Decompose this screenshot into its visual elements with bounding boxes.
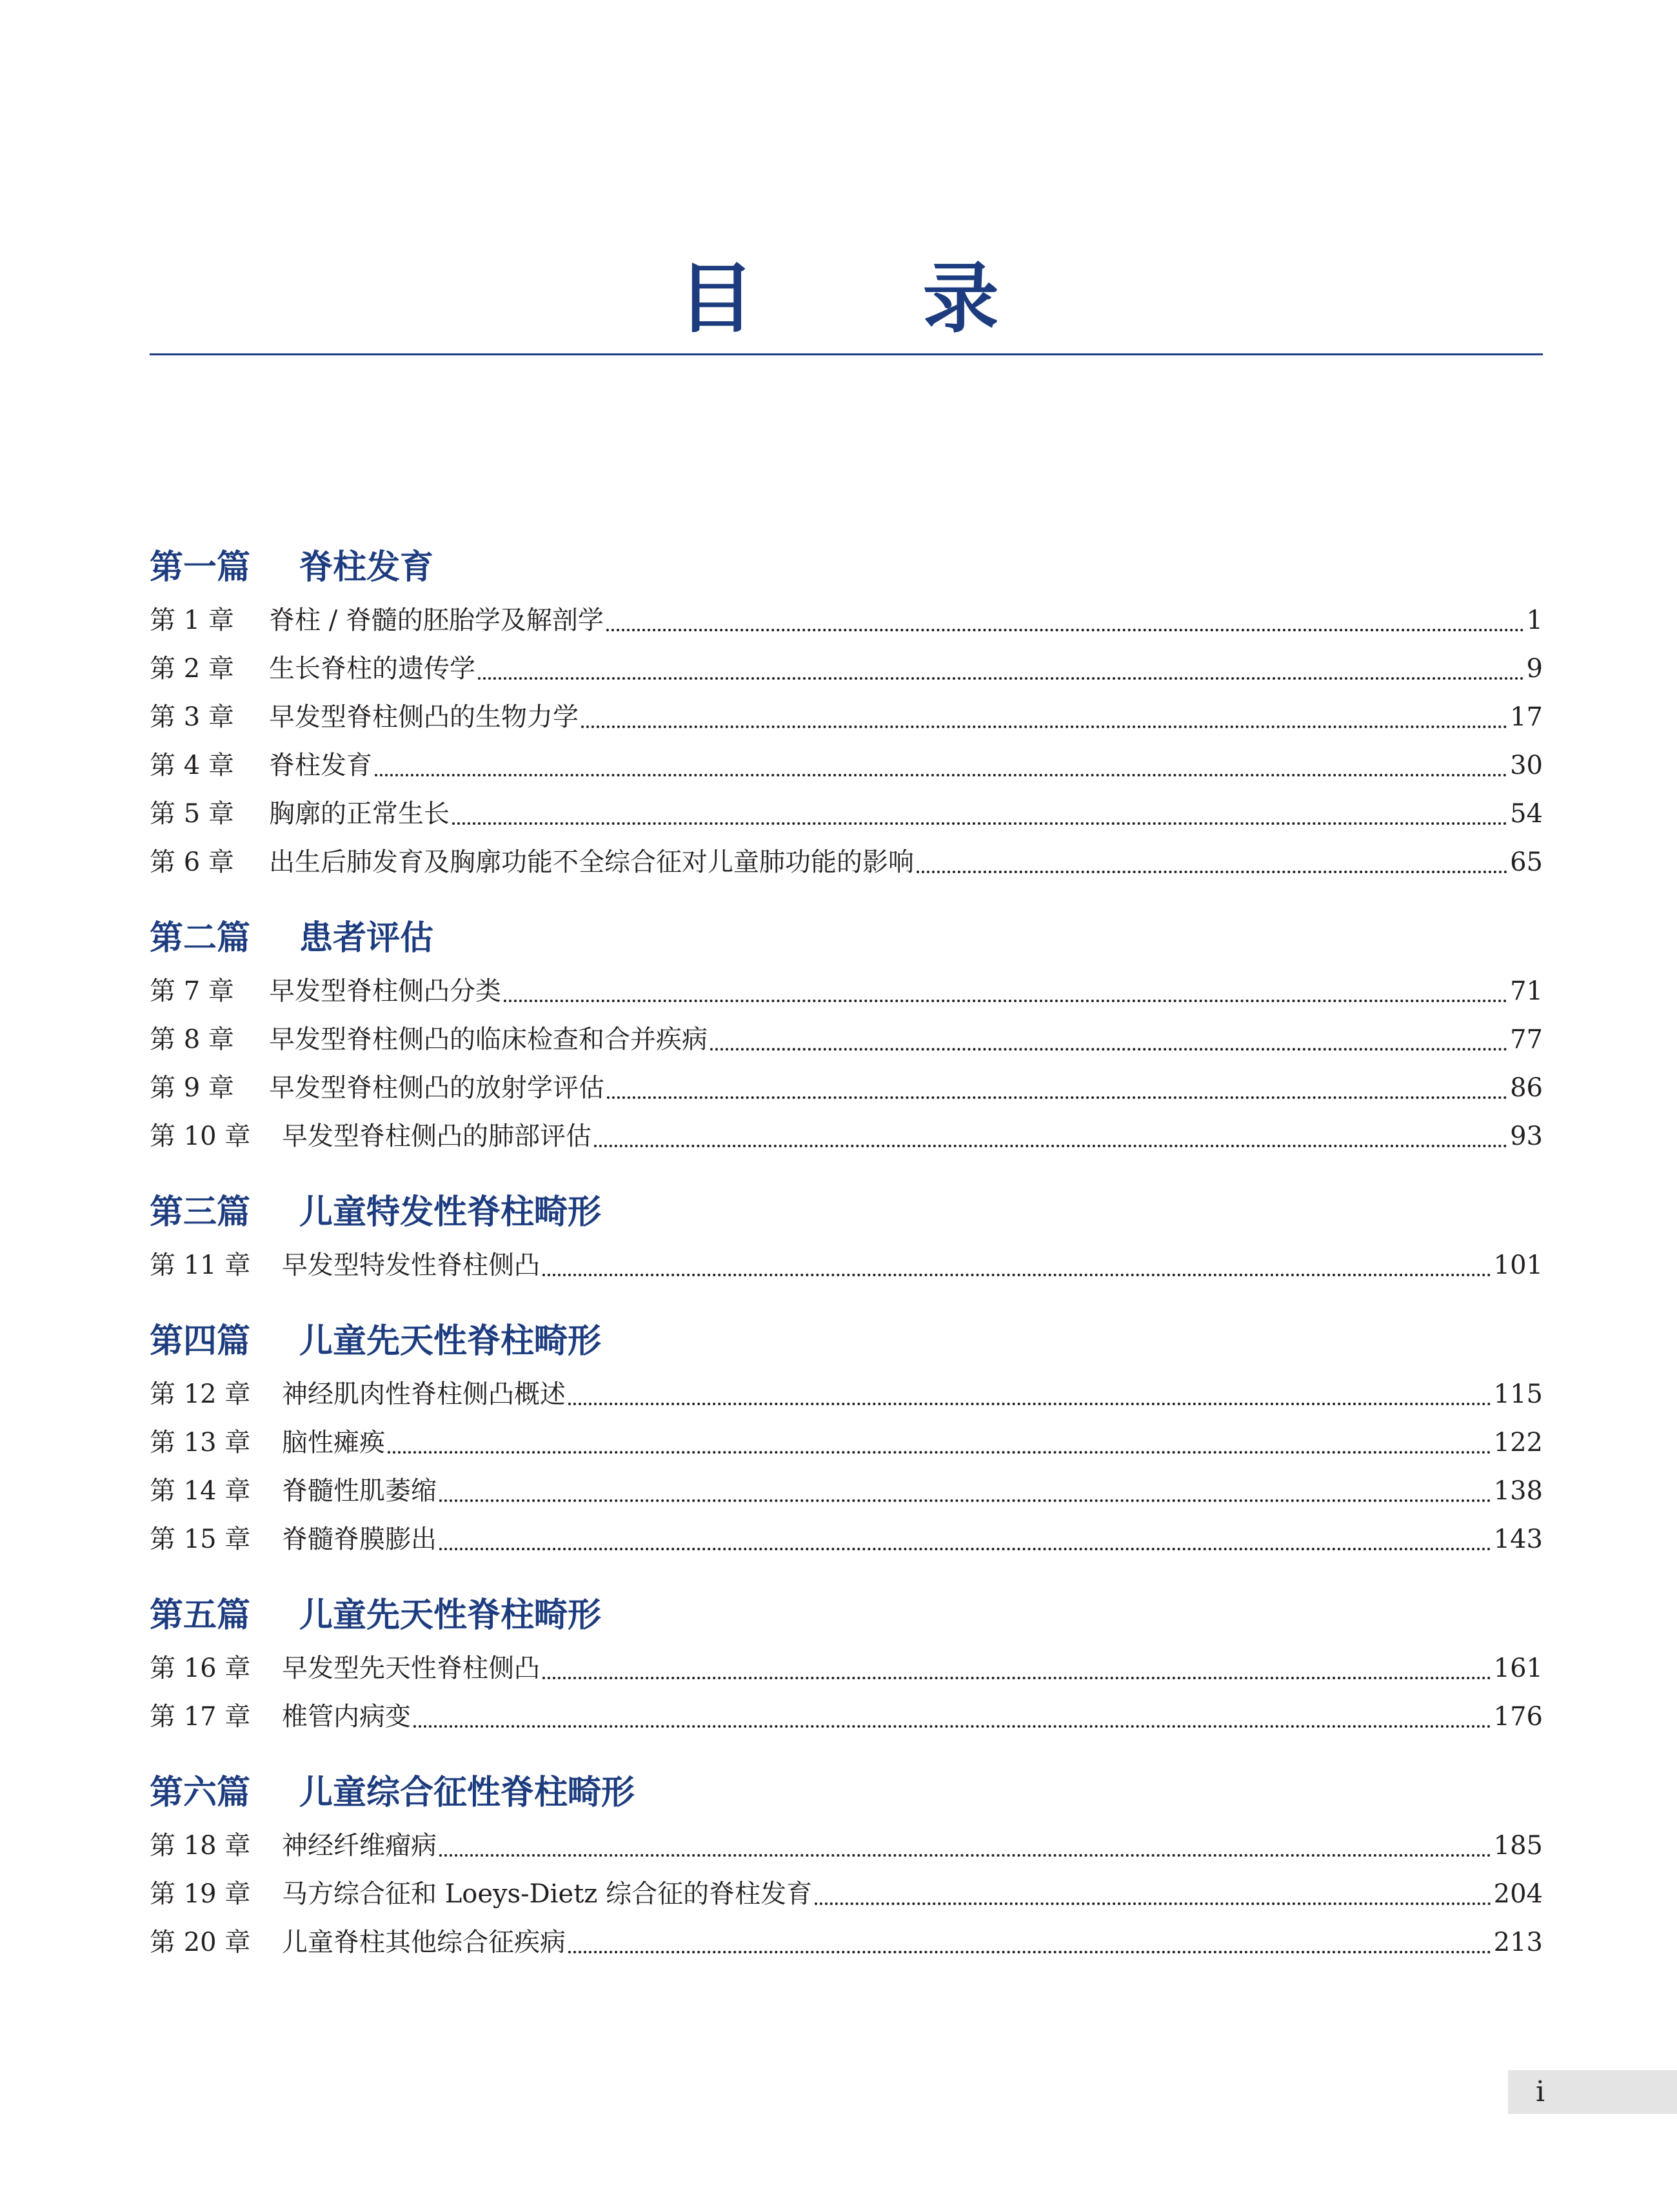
- toc-part: [150, 1764, 1543, 1967]
- chapter-page-number: 9: [1526, 654, 1543, 684]
- part-number: 第五篇: [150, 1596, 251, 1635]
- toc-entry[interactable]: [150, 1693, 1543, 1741]
- dot-leader: [581, 726, 1507, 728]
- chapter-title: 马方综合征和 Loeys-Dietz 综合征的脊柱发育: [282, 1879, 813, 1909]
- part-number: 第一篇: [150, 548, 251, 587]
- part-name: 儿童先天性脊柱畸形: [299, 1596, 602, 1635]
- part-number: 第二篇: [150, 919, 251, 958]
- chapter-number: 第 15 章: [150, 1525, 251, 1554]
- chapter-number: 第 12 章: [150, 1379, 251, 1409]
- chapter-title: 神经纤维瘤病: [282, 1831, 437, 1861]
- part-name: 儿童综合征性脊柱畸形: [299, 1773, 635, 1812]
- chapter-number: 第 20 章: [150, 1928, 251, 1957]
- toc-part: [150, 1312, 1543, 1564]
- chapter-page-number: 115: [1493, 1379, 1543, 1409]
- part-name: 儿童特发性脊柱畸形: [299, 1193, 602, 1232]
- toc-part: [150, 538, 1543, 887]
- chapter-number: 第 9 章: [150, 1073, 234, 1103]
- chapter-page-number: 86: [1510, 1073, 1543, 1103]
- chapter-number: 第 4 章: [150, 751, 234, 780]
- toc-part: [150, 1183, 1543, 1290]
- chapter-title: 胸廓的正常生长: [269, 799, 450, 829]
- dot-leader: [542, 1677, 1491, 1679]
- chapter-title: 出生后肺发育及胸廓功能不全综合征对儿童肺功能的影响: [269, 847, 914, 877]
- dot-leader: [478, 677, 1524, 680]
- dot-leader: [542, 1274, 1491, 1276]
- chapter-number: 第 17 章: [150, 1702, 251, 1732]
- toc-entry[interactable]: [150, 790, 1543, 838]
- chapter-number: 第 2 章: [150, 654, 234, 684]
- chapter-number: 第 6 章: [150, 847, 234, 877]
- toc-entry[interactable]: [150, 1112, 1543, 1161]
- toc-entry[interactable]: [150, 967, 1543, 1016]
- part-heading[interactable]: [150, 1312, 1543, 1370]
- chapter-title: 早发型特发性脊柱侧凸: [282, 1250, 540, 1280]
- chapter-page-number: 204: [1493, 1879, 1543, 1909]
- part-heading[interactable]: [150, 909, 1543, 967]
- page-title: 目 录: [678, 254, 1070, 343]
- toc-entry[interactable]: [150, 1064, 1543, 1112]
- chapter-page-number: 176: [1493, 1702, 1543, 1732]
- toc-entry[interactable]: [150, 1370, 1543, 1419]
- part-name: 患者评估: [299, 919, 434, 958]
- dot-leader: [439, 1854, 1491, 1857]
- dot-leader: [413, 1725, 1491, 1728]
- chapter-page-number: 1: [1526, 606, 1543, 635]
- toc-entry[interactable]: [150, 742, 1543, 790]
- toc-entry[interactable]: [150, 597, 1543, 645]
- dot-leader: [504, 1000, 1507, 1002]
- chapter-number: 第 19 章: [150, 1879, 251, 1909]
- dot-leader: [594, 1145, 1507, 1147]
- chapter-title: 脊柱发育: [269, 751, 372, 780]
- chapter-number: 第 3 章: [150, 702, 234, 732]
- toc-entry[interactable]: [150, 1016, 1543, 1064]
- chapter-title: 早发型脊柱侧凸的生物力学: [269, 702, 579, 732]
- chapter-page-number: 138: [1493, 1476, 1543, 1506]
- chapter-number: 第 10 章: [150, 1121, 251, 1151]
- chapter-number: 第 18 章: [150, 1831, 251, 1861]
- page-number: i: [1535, 2075, 1545, 2108]
- toc-entry[interactable]: [150, 1467, 1543, 1516]
- part-heading[interactable]: [150, 1764, 1543, 1822]
- chapter-page-number: 143: [1493, 1525, 1543, 1554]
- toc-entry[interactable]: [150, 1516, 1543, 1564]
- chapter-title: 早发型先天性脊柱侧凸: [282, 1654, 540, 1683]
- part-name: 儿童先天性脊柱畸形: [299, 1322, 602, 1361]
- toc-entry[interactable]: [150, 693, 1543, 742]
- toc-entry[interactable]: [150, 838, 1543, 887]
- chapter-number: 第 11 章: [150, 1250, 251, 1280]
- dot-leader: [607, 1096, 1507, 1099]
- chapter-page-number: 213: [1493, 1928, 1543, 1957]
- chapter-page-number: 101: [1493, 1250, 1543, 1280]
- chapter-page-number: 17: [1510, 702, 1543, 732]
- chapter-number: 第 5 章: [150, 799, 234, 829]
- dot-leader: [606, 629, 1524, 631]
- chapter-title: 早发型脊柱侧凸的放射学评估: [269, 1073, 604, 1103]
- toc-entry[interactable]: [150, 1919, 1543, 1967]
- chapter-page-number: 30: [1510, 751, 1543, 780]
- part-heading[interactable]: [150, 538, 1543, 597]
- chapter-page-number: 93: [1510, 1121, 1543, 1151]
- part-heading[interactable]: [150, 1183, 1543, 1241]
- title-underline: [150, 353, 1543, 355]
- dot-leader: [568, 1951, 1491, 1953]
- toc-entry[interactable]: [150, 645, 1543, 693]
- part-number: 第四篇: [150, 1322, 251, 1361]
- chapter-title: 脊髓脊膜膨出: [282, 1525, 437, 1554]
- chapter-page-number: 77: [1510, 1025, 1543, 1054]
- toc-entry[interactable]: [150, 1241, 1543, 1290]
- chapter-title: 椎管内病变: [282, 1702, 411, 1732]
- dot-leader: [388, 1451, 1491, 1454]
- dot-leader: [568, 1403, 1491, 1405]
- table-of-contents: [150, 538, 1543, 1967]
- part-number: 第三篇: [150, 1193, 251, 1232]
- dot-leader: [439, 1499, 1491, 1502]
- chapter-number: 第 16 章: [150, 1654, 251, 1683]
- toc-part: [150, 1586, 1543, 1741]
- dot-leader: [815, 1902, 1491, 1905]
- chapter-number: 第 7 章: [150, 976, 234, 1006]
- chapter-page-number: 65: [1510, 847, 1543, 877]
- chapter-page-number: 185: [1493, 1831, 1543, 1861]
- chapter-page-number: 54: [1510, 799, 1543, 829]
- dot-leader: [439, 1548, 1491, 1550]
- chapter-page-number: 71: [1510, 976, 1543, 1006]
- dot-leader: [917, 871, 1507, 873]
- chapter-number: 第 14 章: [150, 1476, 251, 1506]
- chapter-title: 早发型脊柱侧凸的临床检查和合并疾病: [269, 1025, 708, 1054]
- chapter-title: 早发型脊柱侧凸分类: [269, 976, 501, 1006]
- chapter-title: 脑性瘫痪: [282, 1428, 385, 1457]
- chapter-title: 早发型脊柱侧凸的肺部评估: [282, 1121, 591, 1151]
- chapter-number: 第 8 章: [150, 1025, 234, 1054]
- toc-entry[interactable]: [150, 1644, 1543, 1693]
- chapter-title: 脊柱 / 脊髓的胚胎学及解剖学: [269, 606, 604, 635]
- chapter-title: 儿童脊柱其他综合征疾病: [282, 1928, 566, 1957]
- chapter-title: 神经肌肉性脊柱侧凸概述: [282, 1379, 566, 1409]
- dot-leader: [375, 774, 1507, 776]
- chapter-page-number: 161: [1493, 1654, 1543, 1683]
- chapter-number: 第 1 章: [150, 606, 234, 635]
- dot-leader: [452, 822, 1507, 825]
- part-name: 脊柱发育: [299, 548, 434, 587]
- toc-part: [150, 909, 1543, 1161]
- dot-leader: [710, 1048, 1507, 1051]
- chapter-number: 第 13 章: [150, 1428, 251, 1457]
- chapter-title: 脊髓性肌萎缩: [282, 1476, 437, 1506]
- toc-entry[interactable]: [150, 1822, 1543, 1870]
- part-heading[interactable]: [150, 1586, 1543, 1644]
- toc-entry[interactable]: [150, 1419, 1543, 1467]
- chapter-title: 生长脊柱的遗传学: [269, 654, 475, 684]
- chapter-page-number: 122: [1493, 1428, 1543, 1457]
- toc-entry[interactable]: [150, 1870, 1543, 1919]
- part-number: 第六篇: [150, 1773, 251, 1812]
